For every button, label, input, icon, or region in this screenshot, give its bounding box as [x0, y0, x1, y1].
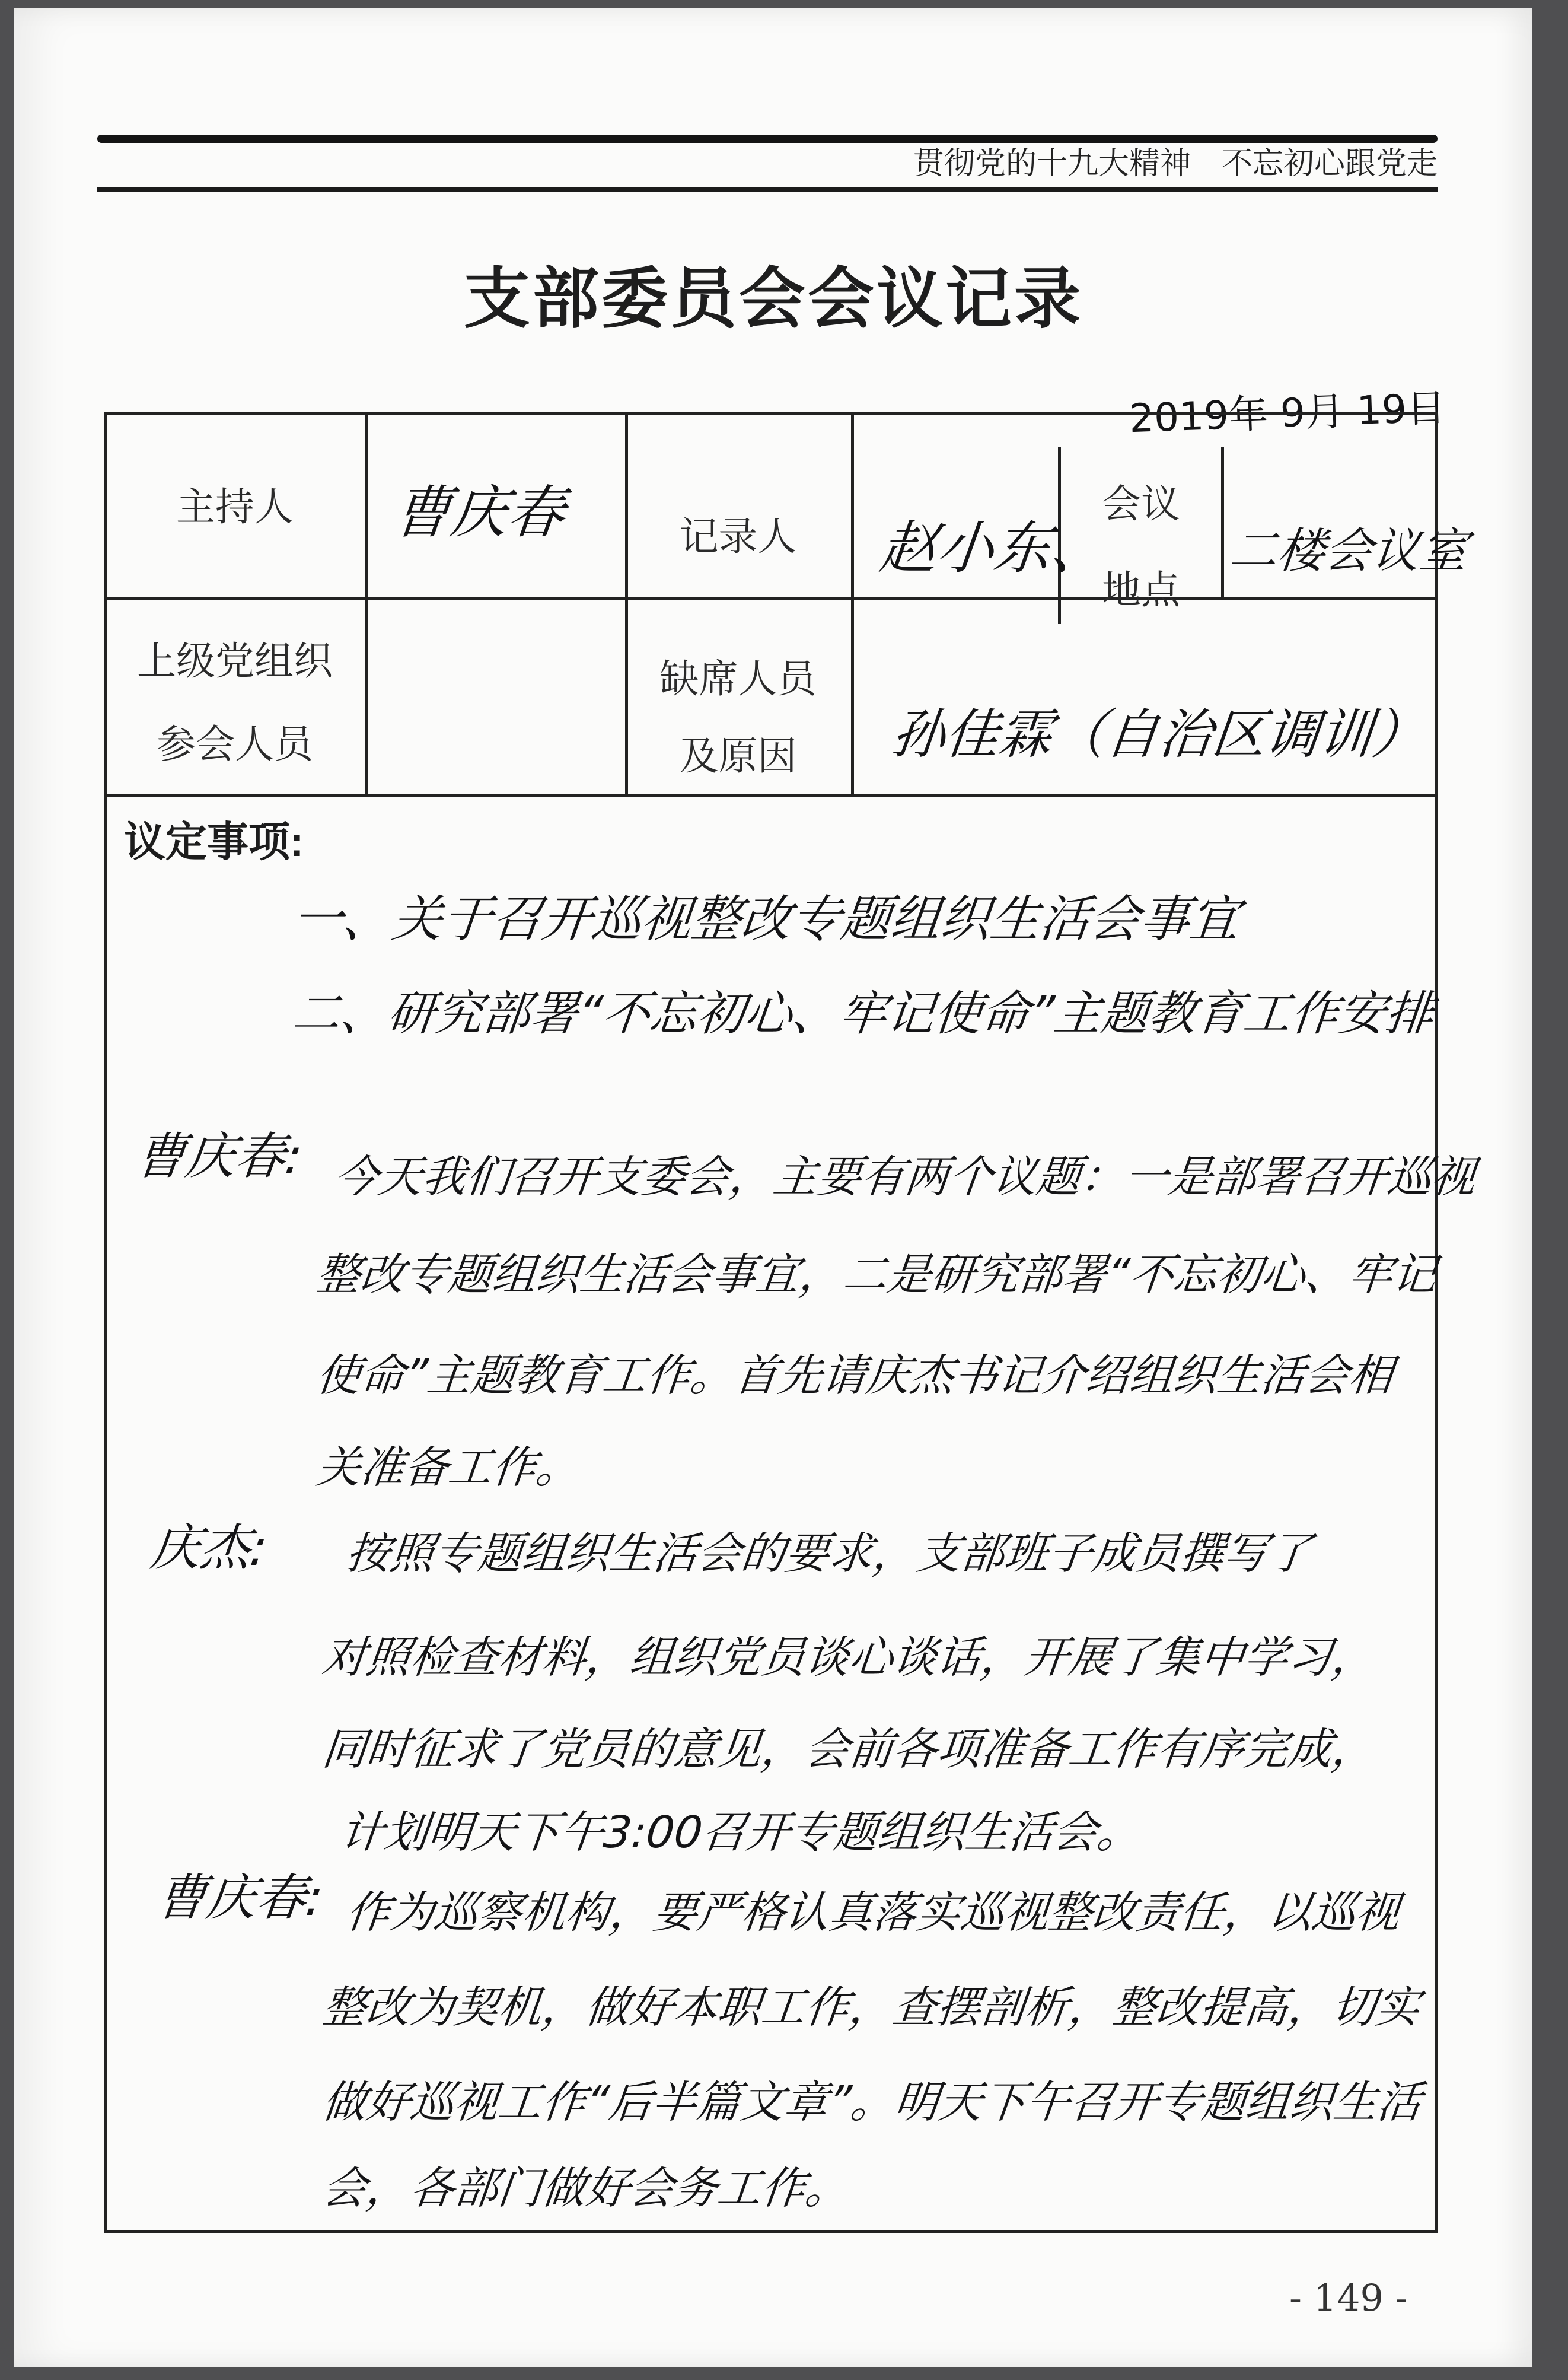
header-motto: 贯彻党的十九大精神 不忘初心跟党走 — [913, 147, 1438, 181]
table-col-divider — [365, 412, 368, 796]
minutes-line: 按照专题组织生活会的要求，支部班子成员撰写了 — [343, 1528, 1315, 1579]
table-row-divider — [104, 794, 1438, 797]
minutes-line: 整改为契机，做好本职工作，查摆剖析，整改提高，切实 — [320, 1982, 1423, 2033]
agenda-item: 二、研究部署“不忘初心、牢记使命”主题教育工作安排 — [290, 986, 1436, 1041]
minutes-line: 今天我们召开支委会，主要有两个议题：一是部署召开巡视 — [332, 1151, 1478, 1202]
minutes-line: 会，各部门做好会务工作。 — [320, 2163, 852, 2214]
minutes-line: 做好巡视工作“后半篇文章”。明天下午召开专题组织生活 — [320, 2077, 1424, 2128]
absent-value: 孙佳霖（自治区调训） — [888, 704, 1429, 766]
absent-label-line2: 及原因 — [679, 734, 797, 778]
table-row-divider — [104, 597, 1438, 600]
meeting-date: 2019年 9月 19日 — [1128, 384, 1447, 442]
speaker-name: 曹庆春: — [153, 1869, 326, 1927]
minutes-line: 作为巡察机构，要严格认真落实巡视整改责任，以巡视 — [343, 1887, 1403, 1938]
minutes-line: 对照检查材料，组织党员谈心谈话，开展了集中学习， — [320, 1632, 1379, 1683]
superior-label-line1: 上级党组织 — [137, 639, 333, 683]
venue-label-line2: 地点 — [1102, 568, 1180, 612]
recorder-value: 赵小东、 — [877, 515, 1111, 581]
page-title: 支部委员会会议记录 — [464, 260, 1083, 338]
venue-label-line1: 会议 — [1102, 482, 1180, 526]
table-col-divider — [851, 412, 854, 796]
speaker-name: 庆杰: — [147, 1519, 270, 1577]
table-col-divider — [1221, 447, 1224, 599]
agenda-heading: 议定事项: — [124, 819, 304, 865]
host-label: 主持人 — [176, 485, 294, 529]
recorder-label: 记录人 — [679, 514, 797, 558]
minutes-line: 整改专题组织生活会事宜，二是研究部署“不忘初心、牢记 — [314, 1249, 1439, 1300]
header-rule — [97, 187, 1438, 192]
agenda-item: 一、关于召开巡视整改专题组织生活会事宜 — [289, 890, 1243, 948]
page-number: - 149 - — [1289, 2276, 1408, 2319]
minutes-line: 计划明天下午3:00召开专题组织生活会。 — [337, 1807, 1144, 1858]
minutes-line: 使命”主题教育工作。首先请庆杰书记介绍组织生活会相 — [314, 1350, 1395, 1401]
minutes-line: 同时征求了党员的意见，会前各项准备工作有序完成， — [320, 1724, 1379, 1775]
absent-label-line1: 缺席人员 — [659, 657, 817, 701]
speaker-name: 曹庆春: — [132, 1127, 305, 1185]
venue-value: 二楼会议室 — [1227, 523, 1470, 578]
superior-label-line2: 参会人员 — [157, 722, 313, 766]
minutes-line: 关准备工作。 — [314, 1442, 583, 1493]
notebook-page — [14, 8, 1532, 2367]
host-value: 曹庆春 — [390, 479, 568, 546]
